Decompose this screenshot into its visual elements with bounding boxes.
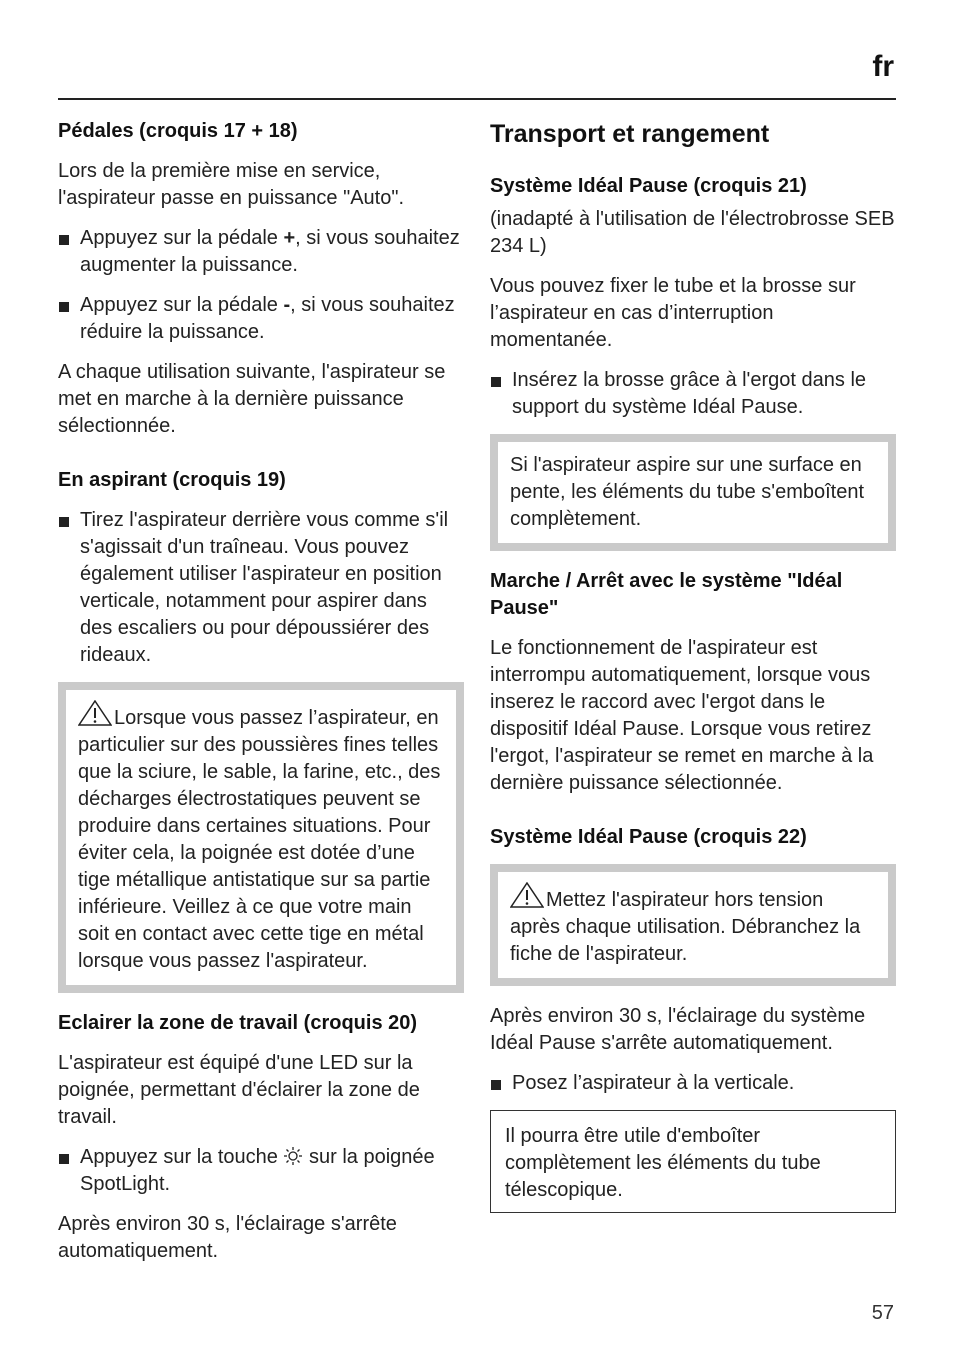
note-box: Si l'aspirateur aspire sur une surface en pente, les éléments du tube s'emboîtent complètement. <box>490 434 896 551</box>
chapter-title: Transport et rangement <box>490 120 770 148</box>
bullet-square-icon <box>490 367 512 421</box>
paragraph: Vous pouvez fixer le tube et la brosse sur l’aspirateur en cas d’interruption momentanée. <box>490 275 856 351</box>
paragraph: Après environ 30 s, l'éclairage du système Idéal Pause s'arrête automatiquement. <box>490 1005 866 1054</box>
section-title-aspirant: En aspirant (croquis 19) <box>58 469 286 491</box>
section-title-pedales: Pédales (croquis 17 + 18) <box>58 120 298 142</box>
bullet-square-icon <box>58 292 80 346</box>
minus-symbol: - <box>283 294 291 316</box>
bullet-text: Appuyez sur la pédale -, si vous souhaitez réduire la puissance. <box>80 294 455 343</box>
paragraph: Le fonctionnement de l'aspirateur est interrompu automatiquement, lorsque vous inserez le raccord avec l'ergot dans le dispositif Idéal Pause. Lorsque vous retirez l'ergot, l'aspirateur se remet en marche à la dernière puissance sélectionnée. <box>490 637 874 794</box>
bullet-square-icon <box>490 1070 512 1097</box>
bullet-square-icon <box>58 225 80 279</box>
warning-text: Lorsque vous passez l’aspirateur, en particulier sur des poussières fines telles que la sciure, le sable, la farine, etc., des décharges électrostatiques peuvent se produire dans certaines situations. Pour éviter cela, la poignée est dotée d’une tige métallique antistatique sur sa partie inférieure. Veillez à ce que votre main soit en contact avec cette tige en métal lorsque vous passez l'aspirateur. <box>78 707 441 972</box>
paragraph: A chaque utilisation suivante, l'aspirateur se met en marche à la dernière puissance sélectionnée. <box>58 361 446 437</box>
bullet-text: Appuyez sur la pédale +, si vous souhaitez augmenter la puissance. <box>80 227 460 276</box>
bullet-item <box>58 292 464 346</box>
section-title-eclairer: Eclairer la zone de travail (croquis 20) <box>58 1012 418 1034</box>
bullet-square-icon <box>58 507 80 669</box>
info-box: Il pourra être utile d'emboîter complètement les éléments du tube télescopique. <box>490 1110 896 1213</box>
paragraph: Après environ 30 s, l'éclairage s'arrête automatiquement. <box>58 1213 397 1262</box>
paragraph: Lors de la première mise en service, l'aspirateur passe en puissance "Auto". <box>58 160 404 209</box>
bullet-item <box>58 507 464 669</box>
section-title-marche-arret: Marche / Arrêt avec le système "Idéal Pause" <box>490 570 843 619</box>
warning-box <box>490 864 896 986</box>
light-icon <box>283 1146 303 1166</box>
warning-triangle-icon <box>510 882 544 908</box>
page-number: 57 <box>871 1302 894 1324</box>
plus-symbol: + <box>283 227 296 249</box>
bullet-square-icon <box>58 1144 80 1198</box>
bullet-item <box>58 1144 464 1198</box>
bullet-item <box>58 225 464 279</box>
warning-triangle-icon <box>78 700 112 726</box>
bullet-item <box>490 367 896 421</box>
bullet-text: Tirez l'aspirateur derrière vous comme s'il s'agissait d'un traîneau. Vous pouvez également utiliser l'aspirateur en position verticale, notamment pour aspirer dans des escaliers ou pour dépoussiérer des rideaux. <box>80 509 449 666</box>
bullet-text: Appuyez sur la touche sur la poignée SpotLight. <box>80 1146 435 1195</box>
bullet-text: Insérez la brosse grâce à l'ergot dans le support du système Idéal Pause. <box>512 369 867 418</box>
left-column <box>58 118 464 1278</box>
bullet-item <box>490 1070 896 1097</box>
section-title-ideal-pause-22: Système Idéal Pause (croquis 22) <box>490 826 807 848</box>
right-column <box>490 118 896 1213</box>
bullet-text: Posez l’aspirateur à la verticale. <box>512 1072 795 1094</box>
section-title-ideal-pause-21: Système Idéal Pause (croquis 21) <box>490 175 807 197</box>
warning-text: Mettez l'aspirateur hors tension après chaque utilisation. Débranchez la fiche de l'aspirateur. <box>510 889 861 965</box>
header-rule <box>58 98 896 100</box>
language-tag: fr <box>872 50 894 83</box>
paragraph: L'aspirateur est équipé d'une LED sur la poignée, permettant d'éclairer la zone de travail. <box>58 1052 420 1128</box>
paragraph: (inadapté à l'utilisation de l'électrobrosse SEB 234 L) <box>490 208 895 257</box>
warning-box <box>58 682 464 993</box>
